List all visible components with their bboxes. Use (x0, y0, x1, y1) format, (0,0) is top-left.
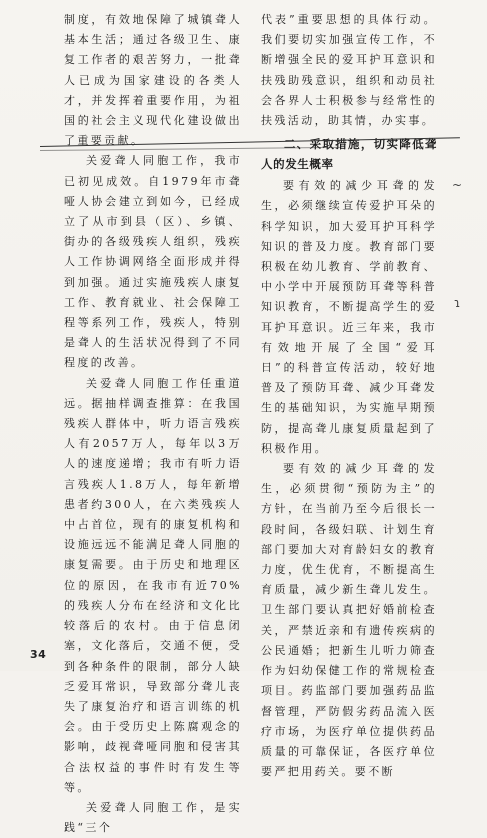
left-paragraph-4: 关爱聋人同胞工作，是实践“三个 (64, 800, 242, 835)
left-paragraph-3: 关爱聋人同胞工作任重道远。据抽样调查推算：在我国残疾人群体中，听力语言残疾人有2057万人，每年以3万人的速度递增；我市有听力语言残疾人1.8万人，每年新增患者约300人，在六类残疾人中占首位，现有的康复机构和设施远远不能满足聋人同胞的康复需要。由于历史和地理区位的原因，在我市有近70%的残疾人分布在经济和文化比较落后的农村。由于信息闭塞，文化落后，交通不便，受到各种条件的限制，部分人缺乏爱耳常识，导致部分聋儿丧失了康复治疗和语言训练的机会。由于受历史上陈腐观念的影响，歧视聋哑同胞和侵害其合法权益的事件时有发生等等。 (64, 376, 242, 794)
left-column (64, 10, 242, 838)
right-paragraph-1: 代表”重要思想的具体行动。我们要切实加强宣传工作，不断增强全民的爱耳护耳意识和扶残助残意识，组织和动员社会各界人士积极参与经常性的扶残活动，助其情，办实事。 (261, 13, 437, 128)
margin-mark: ~ (452, 178, 463, 192)
left-paragraph-2: 关爱聋人同胞工作，我市已初见成效。自1979年市聋哑人协会建立到如今，已经成立了从市到县（区）、乡镇、街办的各级残疾人组织，残疾人工作协调网络全面形成并得到加强。通过实施残疾人康复工作、教育就业、社会保障工程等系列工作，残疾人，特别是聋人的生活状况得到了不同程度的改善。 (64, 154, 242, 370)
right-paragraph-3: 要有效的减少耳聋的发生，必须贯彻“预防为主”的方针，在当前乃至今后很长一段时间，各级妇联、计划生育部门要加大对育龄妇女的教育力度，优生优育，不断提高生育质量，减少新生聋儿发生。卫生部门要认真把好婚前检查关，严禁近亲和有遗传疾病的公民通婚；把新生儿听力筛查作为妇幼保健工作的常规检查项目。药监部门要加强药品监督管理，严防假劣药品流入医疗市场，为医疗单位提供药品质量的可靠保证，各医疗单位要严把用药关。要不断 (261, 462, 437, 779)
right-paragraph-2: 要有效的减少耳聋的发生，必须继续宣传爱护耳朵的科学知识，加大爱耳护耳科学知识的普及力度。教育部门要积极在幼儿教育、学前教育、中小学中开展预防耳聋等科普知识教育，不断提高学生的爱耳护耳意识。近三年来，我市有效地开展了全国“爱耳日”的科普宣传活动，较好地普及了预防耳聋、减少耳聋发生的基础知识，为实施早期预防，提高聋儿康复质量起到了积极作用。 (261, 179, 437, 455)
right-column (261, 10, 437, 782)
left-paragraph-1: 制度，有效地保障了城镇聋人基本生活；通过各级卫生、康复工作者的艰苦努力，一批聋人已成为国家建设的各类人才，并发挥着重要作用，为祖国的社会主义现代化建设做出了重要贡献。 (64, 13, 242, 148)
section-heading: 二、采取措施，切实降低聋人的发生概率 (261, 137, 437, 172)
page-number: 34 (30, 648, 47, 661)
margin-mark: ɿ (454, 296, 461, 310)
